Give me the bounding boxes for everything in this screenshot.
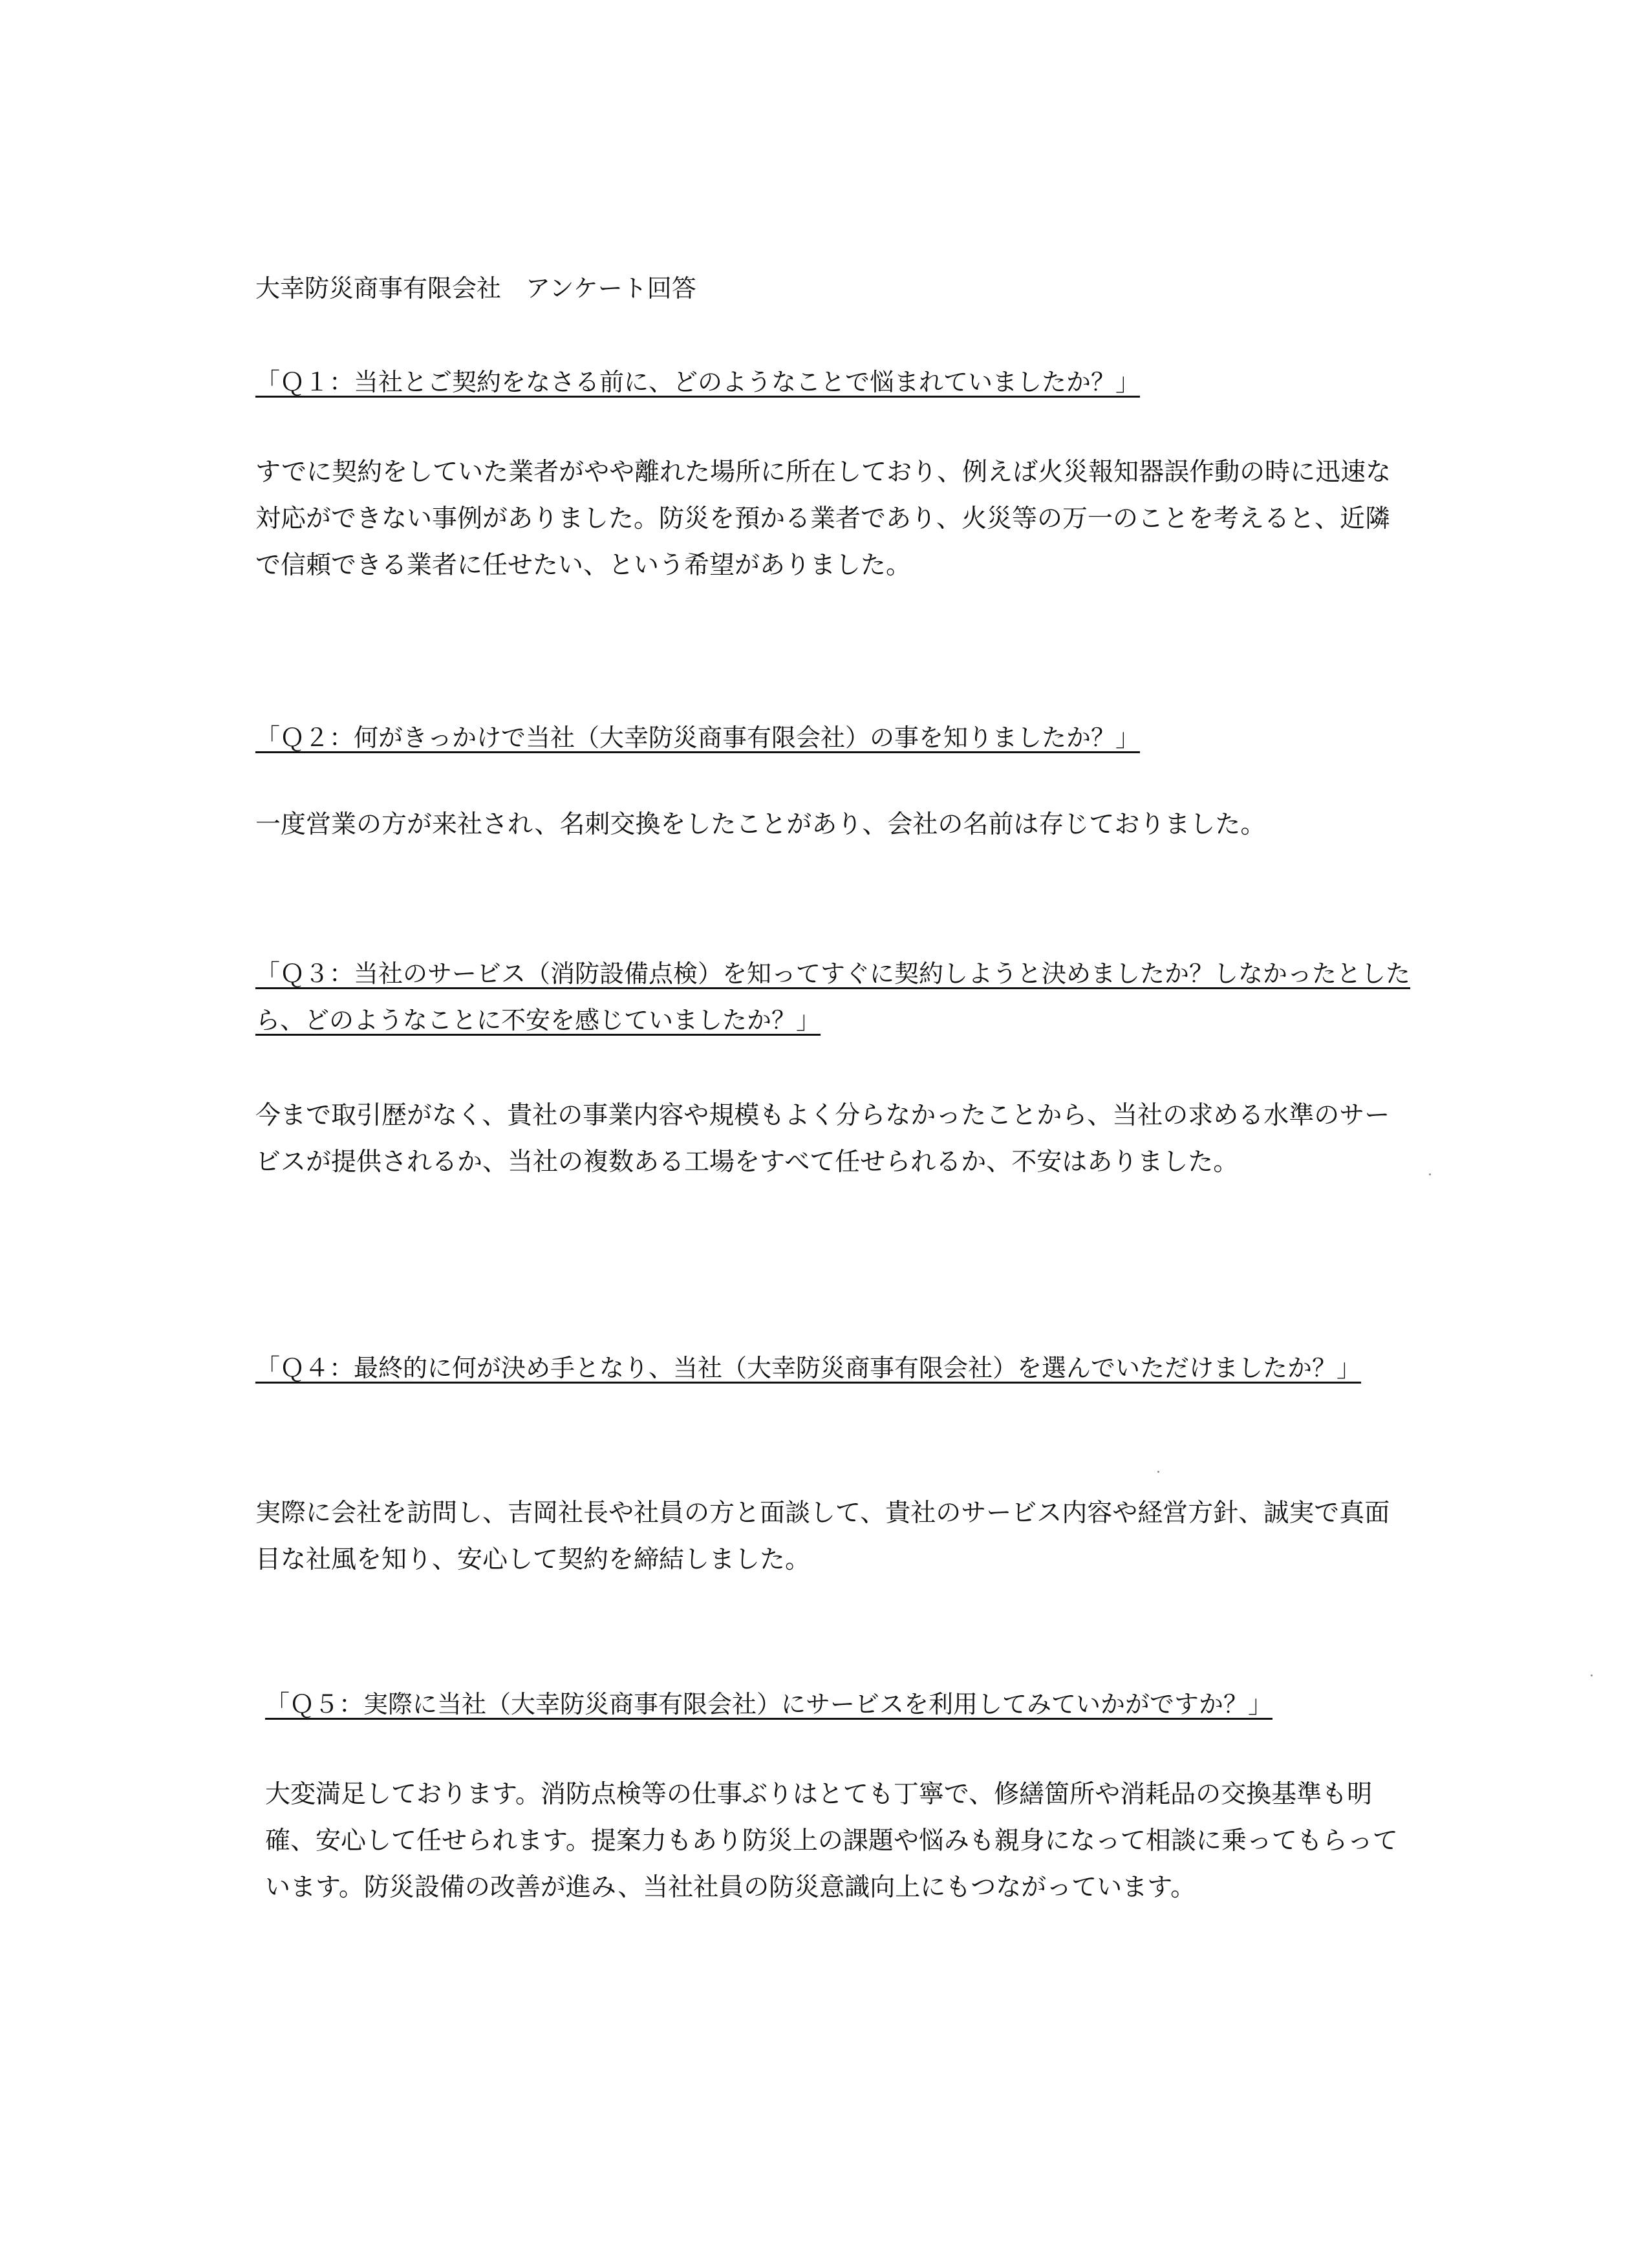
answer-2 <box>255 802 1413 848</box>
answer-5 <box>265 1771 1423 1911</box>
question-3 <box>255 950 1413 1043</box>
question-5 <box>265 1681 1423 1728</box>
answer-1 <box>255 449 1413 589</box>
answer-3-text: 今まで取引歴がなく、貴社の事業内容や規模もよく分らなかったことから、当社の求める水準のサービスが提供されるか、当社の複数ある工場をすべて任せられるか、不安はありました。 <box>255 1101 1390 1177</box>
document-title: 大幸防災商事有限会社 アンケート回答 <box>255 274 696 303</box>
question-3-text: 「Ｑ３：当社のサービス（消防設備点検）を知ってすぐに契約しようと決めましたか？しなかったとしたら、どのようなことに不安を感じていましたか？」 <box>255 959 1411 1034</box>
answer-2-text: 一度営業の方が来社され、名刺交換をしたことがあり、会社の名前は存じておりました。 <box>255 810 1266 839</box>
question-1-text: 「Ｑ１：当社とご契約をなさる前に、どのようなことで悩まれていましたか？」 <box>255 368 1141 396</box>
question-1 <box>255 359 1413 405</box>
answer-4 <box>255 1490 1413 1583</box>
question-5-text: 「Ｑ５：実際に当社（大幸防災商事有限会社）にサービスを利用してみていかがですか？」 <box>265 1690 1273 1718</box>
answer-4-text: 実際に会社を訪問し、吉岡社長や社員の方と面談して、貴社のサービス内容や経営方針、誠実で真面目な社風を知り、安心して契約を締結しました。 <box>255 1499 1390 1574</box>
scan-speck <box>1157 1471 1159 1473</box>
question-2 <box>255 714 1413 761</box>
question-4-text: 「Ｑ４：最終的に何が決め手となり、当社（大幸防災商事有限会社）を選んでいただけましたか？」 <box>255 1354 1362 1382</box>
scan-speck <box>1429 1173 1431 1175</box>
answer-1-text: すでに契約をしていた業者がやや離れた場所に所在しており、例えば火災報知器誤作動の時に迅速な対応ができない事例がありました。防災を預かる業者であり、火災等の万一のことを考えると、近隣で信頼できる業者に任せたい、という希望がありました。 <box>255 458 1391 580</box>
question-2-text: 「Ｑ２：何がきっかけで当社（大幸防災商事有限会社）の事を知りましたか？」 <box>255 723 1141 752</box>
answer-5-text: 大変満足しております。消防点検等の仕事ぶりはとても丁寧で、修繕箇所や消耗品の交換基準も明確、安心して任せられます。提案力もあり防災上の課題や悩みも親身になって相談に乗ってもらっています。防災設備の改善が進み、当社社員の防災意識向上にもつながっています。 <box>265 1780 1398 1902</box>
scan-speck <box>1591 1674 1593 1676</box>
answer-3 <box>255 1093 1413 1186</box>
question-4 <box>255 1345 1413 1391</box>
